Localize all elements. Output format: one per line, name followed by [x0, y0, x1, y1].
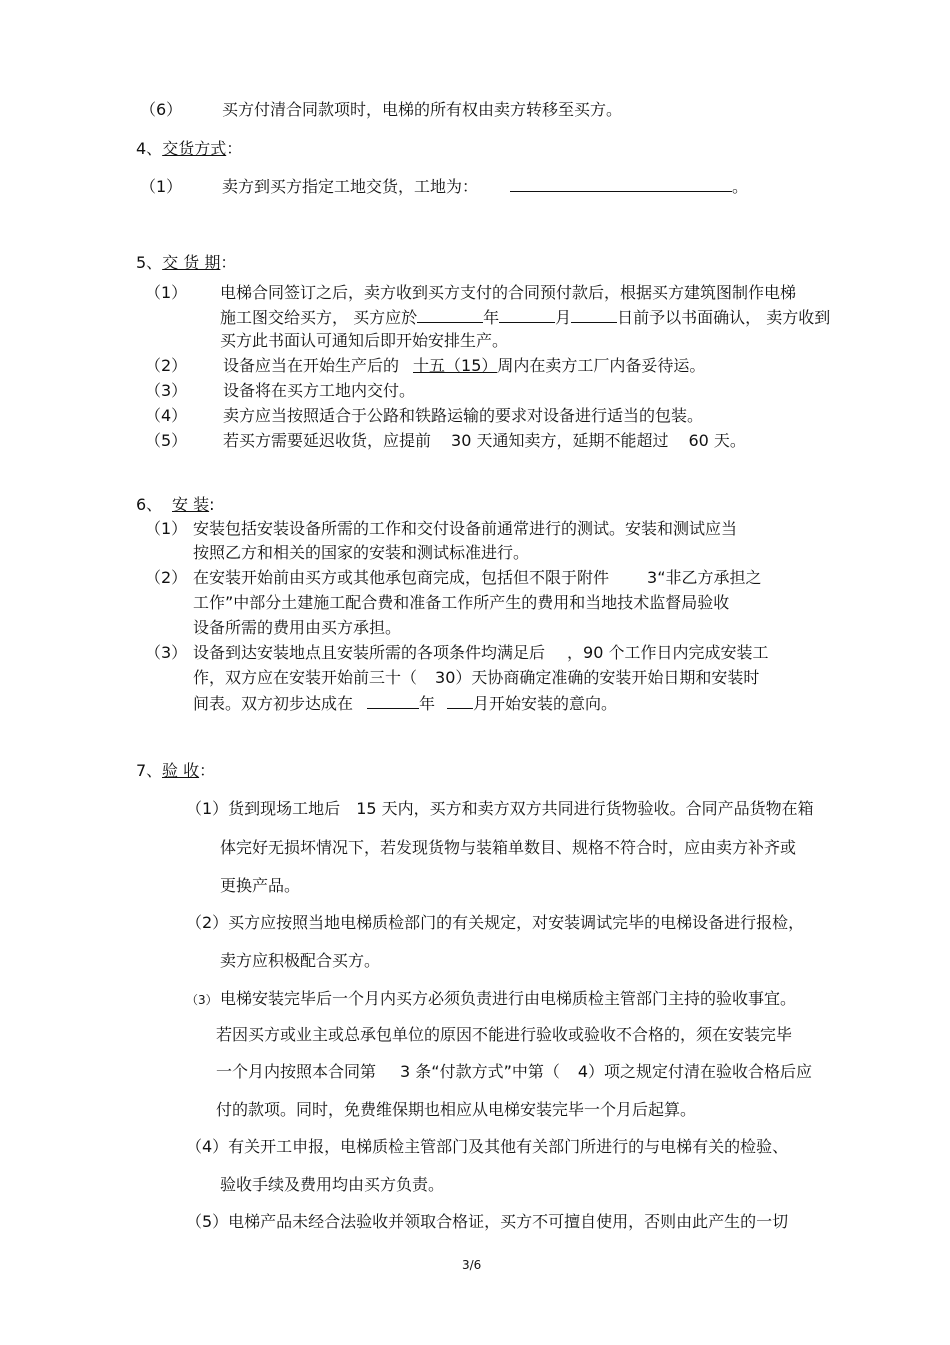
item-text: 卖方应当按照适合于公路和铁路运输的要求对设备进行适当的包装。	[223, 406, 704, 425]
section-colon: ：	[226, 139, 243, 158]
item-number: （1）	[145, 283, 188, 302]
item-text: 安装包括安装设备所需的工作和交付设备前通常进行的测试。安装和测试应当	[193, 519, 738, 538]
clause7-item5-line1	[186, 1212, 788, 1232]
year-label: 年	[419, 694, 436, 713]
item-text: 设备所需的费用由买方承担。	[193, 618, 402, 637]
item-text: ，90 个工作日内完成安装工	[567, 643, 769, 662]
clause5-item3	[145, 381, 415, 401]
item-text: 设备应当在开始生产后的	[223, 356, 400, 375]
clause7-item2-line1	[186, 913, 804, 933]
section-colon: ：	[220, 253, 237, 272]
item-text: （4）有关开工申报，电梯质检主管部门及其他有关部门所进行的与电梯有关的检验、	[186, 1137, 789, 1156]
clause6-item2-line2	[193, 593, 729, 613]
clause7-item4-line1	[186, 1137, 788, 1157]
clause5-item5	[145, 431, 746, 451]
clause7-item4-line2	[220, 1175, 444, 1195]
clause7-item1-line2	[220, 838, 796, 858]
page-number: 3/6	[462, 1258, 482, 1272]
clause7-item1-line1	[186, 799, 814, 819]
item-text: （1）货到现场工地后	[186, 799, 341, 818]
item-text: 设备将在买方工地内交付。	[223, 381, 416, 400]
item-text: 在安装开始前由买方或其他承包商完成，包括但不限于附件	[193, 568, 610, 587]
item-text: （5）电梯产品未经合法验收并领取合格证，买方不可擅自使用，否则由此产生的一切	[186, 1212, 789, 1231]
item-number: （1）	[140, 177, 183, 196]
clause3-item6	[140, 100, 622, 120]
item-number: （3）	[186, 993, 218, 1007]
clause7-heading	[136, 761, 215, 781]
clause4-item1	[140, 176, 748, 197]
section-title: 安 装	[172, 495, 210, 514]
item-text: 一个月内按照本合同第	[216, 1062, 377, 1081]
clause7-item3-line3	[216, 1062, 812, 1082]
item-text: 3 条“付款方式”中第（	[400, 1062, 560, 1081]
item-text: 卖方到买方指定工地交货，工地为：	[222, 177, 479, 196]
clause5-item4	[145, 406, 703, 426]
item-text: 卖方应积极配合买方。	[220, 951, 381, 970]
month-label: 月	[555, 308, 572, 327]
item-text: 月开始安装的意向。	[473, 694, 618, 713]
item-text: 买方此书面认可通知后即开始安排生产。	[220, 331, 509, 350]
clause5-item1-line2	[220, 307, 830, 328]
item-text: 周内在卖方工厂内备妥待运。	[497, 356, 706, 375]
item-number: （5）	[145, 431, 188, 450]
item-text: 按照乙方和相关的国家的安装和测试标准进行。	[193, 543, 530, 562]
clause6-item1-line2	[193, 543, 529, 563]
section-title: 交 货 期	[162, 253, 221, 272]
clause4-heading	[136, 139, 242, 159]
item-text: 验收手续及费用均由买方负责。	[220, 1175, 445, 1194]
clause5-item1-line3	[220, 331, 508, 351]
clause6-heading	[136, 495, 214, 515]
item-text: 电梯安装完毕后一个月内买方必须负责进行由电梯质检主管部门主持的验收事宜。	[220, 989, 797, 1008]
item-text: 作，双方应在安装开始前三十（	[193, 668, 418, 687]
clause5-heading	[136, 253, 236, 273]
item-text: 60 天。	[688, 431, 746, 450]
production-weeks: 十五（15）	[413, 356, 498, 375]
item-text: 工作”中部分土建施工配合费和准备工作所产生的费用和当地技术监督局验收	[193, 593, 730, 612]
clause7-item3-line2	[216, 1025, 792, 1045]
section-title: 验 收	[162, 761, 200, 780]
section-number: 6、	[136, 495, 163, 514]
section-number: 5、	[136, 253, 163, 272]
clause6-item3-line3	[193, 693, 617, 714]
section-number: 7、	[136, 761, 163, 780]
section-colon: :	[209, 495, 215, 514]
item-number: （3）	[145, 643, 188, 662]
item-number: （4）	[145, 406, 188, 425]
item-text: 若因买方或业主或总承包单位的原因不能进行验收或验收不合格的，须在安装完毕	[216, 1025, 793, 1044]
item-end: 。	[732, 177, 749, 196]
clause7-item3-line4	[216, 1100, 696, 1120]
item-text: 更换产品。	[220, 876, 301, 895]
year-blank	[367, 693, 419, 709]
clause7-item1-line3	[220, 876, 300, 896]
item-text: 体完好无损坏情况下，若发现货物与装箱单数目、规格不符合时，应由卖方补齐或	[220, 838, 797, 857]
clause7-item3-line1	[186, 989, 796, 1010]
month-blank	[447, 693, 473, 709]
section-number: 4、	[136, 139, 163, 158]
item-text: 付的款项。同时，免费维保期也相应从电梯安装完毕一个月后起算。	[216, 1100, 697, 1119]
item-text: 买方付清合同款项时，电梯的所有权由卖方转移至买方。	[222, 100, 623, 119]
item-text: 30 天通知卖方，延期不能超过	[451, 431, 669, 450]
item-text: 施工图交给买方， 买方应於	[220, 308, 418, 327]
item-number: （1）	[145, 519, 188, 538]
item-text: 电梯合同签订之后，卖方收到买方支付的合同预付款后，根据买方建筑图制作电梯	[220, 283, 797, 302]
item-text: 30）天协商确定准确的安装开始日期和安装时	[435, 668, 760, 687]
year-label: 年	[483, 308, 500, 327]
clause6-item3-line2	[193, 668, 759, 688]
clause5-item2	[145, 356, 705, 376]
clause6-item2-line1	[145, 568, 762, 588]
item-text: 若买方需要延迟收货，应提前	[223, 431, 432, 450]
clause6-item3-line1	[145, 643, 768, 663]
clause6-item1-line1	[145, 519, 737, 539]
year-blank	[417, 307, 483, 323]
item-text: 间表。双方初步达成在	[193, 694, 354, 713]
item-number: （6）	[140, 100, 183, 119]
item-number: （3）	[145, 381, 188, 400]
item-text: （2）买方应按照当地电梯质检部门的有关规定，对安装调试完毕的电梯设备进行报检，	[186, 913, 805, 932]
section-title: 交货方式	[162, 139, 227, 158]
clause6-item2-line3	[193, 618, 401, 638]
site-address-blank	[510, 176, 732, 192]
item-text: 日前予以书面确认， 卖方收到	[617, 308, 831, 327]
item-text: 15 天内，买方和卖方双方共同进行货物验收。合同产品货物在箱	[356, 799, 814, 818]
item-text: 4）项之规定付清在验收合格后应	[577, 1062, 813, 1081]
item-number: （2）	[145, 568, 188, 587]
item-text: 设备到达安装地点且安装所需的各项条件均满足后	[193, 643, 546, 662]
clause5-item1-line1	[145, 283, 796, 303]
item-number: （2）	[145, 356, 188, 375]
day-blank	[571, 307, 617, 323]
section-colon: ：	[199, 761, 216, 780]
item-text: 3“非乙方承担之	[647, 568, 762, 587]
clause7-item2-line2	[220, 951, 380, 971]
month-blank	[499, 307, 555, 323]
